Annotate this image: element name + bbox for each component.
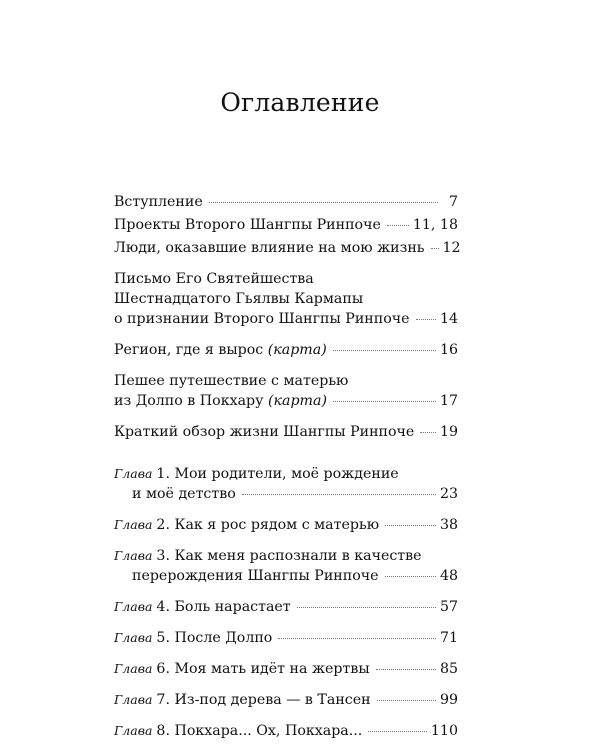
chapter-title-line: Покхара... Ох, Покхара...: [174, 723, 363, 739]
dot-leader: [431, 247, 439, 249]
page-number: 48: [439, 568, 458, 584]
toc-chapter-3[interactable]: [114, 546, 458, 586]
toc-entry-karmapa-letter[interactable]: [114, 269, 458, 329]
chapter-label: Глава: [114, 599, 153, 614]
chapter-label: Глава: [114, 630, 153, 645]
entry-title-line: Шестнадцатого Гьялвы Кармапы: [114, 291, 364, 307]
chapter-heading: [114, 597, 291, 617]
page-number: 7: [448, 194, 458, 210]
dot-leader: [377, 699, 436, 701]
chapter-title-line: Боль нарастает: [174, 599, 291, 615]
dot-leader: [209, 201, 438, 203]
chapter-number: 3.: [156, 548, 170, 564]
dot-leader: [333, 349, 436, 351]
dot-leader: [420, 431, 436, 433]
toc-chapter-1[interactable]: [114, 464, 458, 504]
page-title: Оглавление: [220, 88, 380, 117]
chapter-title-line: После Долпо: [174, 630, 273, 646]
page-number: 71: [439, 630, 458, 646]
page-number: 110: [430, 723, 458, 739]
chapter-title-line: Мои родители, моё рождение: [174, 466, 399, 482]
entry-title-text: Регион, где я вырос: [114, 342, 264, 358]
chapter-number: 5.: [156, 630, 170, 646]
entry-title: [114, 391, 327, 411]
dot-leader: [368, 730, 427, 732]
chapter-number: 7.: [156, 692, 170, 708]
chapter-number: 6.: [156, 661, 170, 677]
toc-entry-region-map[interactable]: [114, 340, 458, 360]
chapter-label: Глава: [114, 517, 153, 532]
chapter-title-line: и моё детство: [132, 486, 236, 502]
dot-leader: [387, 224, 409, 226]
chapter-label: Глава: [114, 466, 153, 481]
dot-leader: [278, 637, 436, 639]
chapter-title-line: Из-под дерева — в Тансен: [174, 692, 371, 708]
toc-chapter-7[interactable]: [114, 690, 458, 710]
chapter-title-line: Как я рос рядом с матерью: [174, 517, 380, 533]
chapter-heading: [114, 721, 362, 741]
page-number: 38: [439, 517, 458, 533]
map-note: (карта): [267, 342, 327, 358]
chapter-label: Глава: [114, 548, 153, 563]
chapter-title-line: перерождения Шангпы Ринпоче: [132, 568, 379, 584]
toc-chapter-4[interactable]: [114, 597, 458, 617]
entry-title-line: о признании Второго Шангпы Ринпоче: [114, 311, 410, 327]
dot-leader: [385, 575, 436, 577]
table-of-contents: [114, 192, 461, 741]
page-number: 85: [439, 661, 458, 677]
entry-title: Люди, оказавшие влияние на мою жизнь: [114, 240, 425, 256]
entry-title: Проекты Второго Шангпы Ринпоче: [114, 217, 381, 233]
toc-entry-projects[interactable]: [114, 215, 458, 235]
chapter-heading: [114, 464, 458, 484]
toc-entry-introduction[interactable]: [114, 192, 458, 212]
toc-entry-journey-map[interactable]: [114, 371, 458, 411]
chapter-heading: [114, 690, 371, 710]
entry-title-line: Письмо Его Святейшества: [114, 271, 314, 287]
entry-title: Краткий обзор жизни Шангпы Ринпоче: [114, 424, 415, 440]
toc-chapter-8[interactable]: [114, 721, 458, 741]
toc-chapter-6[interactable]: [114, 659, 458, 679]
page-number: 12: [442, 240, 461, 256]
entry-title-text: из Долпо в Покхару: [114, 393, 264, 409]
dot-leader: [416, 318, 436, 320]
chapter-heading: [114, 515, 379, 535]
dot-leader: [333, 400, 436, 402]
toc-entry-life-overview[interactable]: [114, 422, 458, 442]
chapter-number: 1.: [156, 466, 170, 482]
dot-leader: [385, 524, 436, 526]
chapter-title-line: Как меня распознали в качестве: [174, 548, 422, 564]
page-number: 19: [439, 424, 458, 440]
dot-leader: [376, 668, 436, 670]
page-number: 14: [439, 311, 458, 327]
page-number: 99: [439, 692, 458, 708]
page-number: 57: [439, 599, 458, 615]
entry-title: Вступление: [114, 194, 203, 210]
page-number: 17: [439, 393, 458, 409]
toc-chapter-5[interactable]: [114, 628, 458, 648]
chapter-heading: [114, 546, 458, 566]
toc-chapter-2[interactable]: [114, 515, 458, 535]
chapter-number: 2.: [156, 517, 170, 533]
chapter-label: Глава: [114, 692, 153, 707]
chapter-number: 8.: [156, 723, 170, 739]
dot-leader: [242, 493, 436, 495]
chapter-label: Глава: [114, 661, 153, 676]
chapter-heading: [114, 628, 272, 648]
page-number: 11, 18: [412, 217, 458, 233]
page-number: 16: [439, 342, 458, 358]
map-note: (карта): [267, 393, 327, 409]
chapter-title-line: Моя мать идёт на жертвы: [174, 661, 370, 677]
entry-title: [114, 340, 327, 360]
chapter-heading: [114, 659, 370, 679]
page-number: 23: [439, 486, 458, 502]
chapter-label: Глава: [114, 723, 153, 738]
entry-title-line: Пешее путешествие с матерью: [114, 373, 349, 389]
chapter-number: 4.: [156, 599, 170, 615]
dot-leader: [297, 606, 436, 608]
toc-entry-influential-people[interactable]: [114, 238, 461, 258]
